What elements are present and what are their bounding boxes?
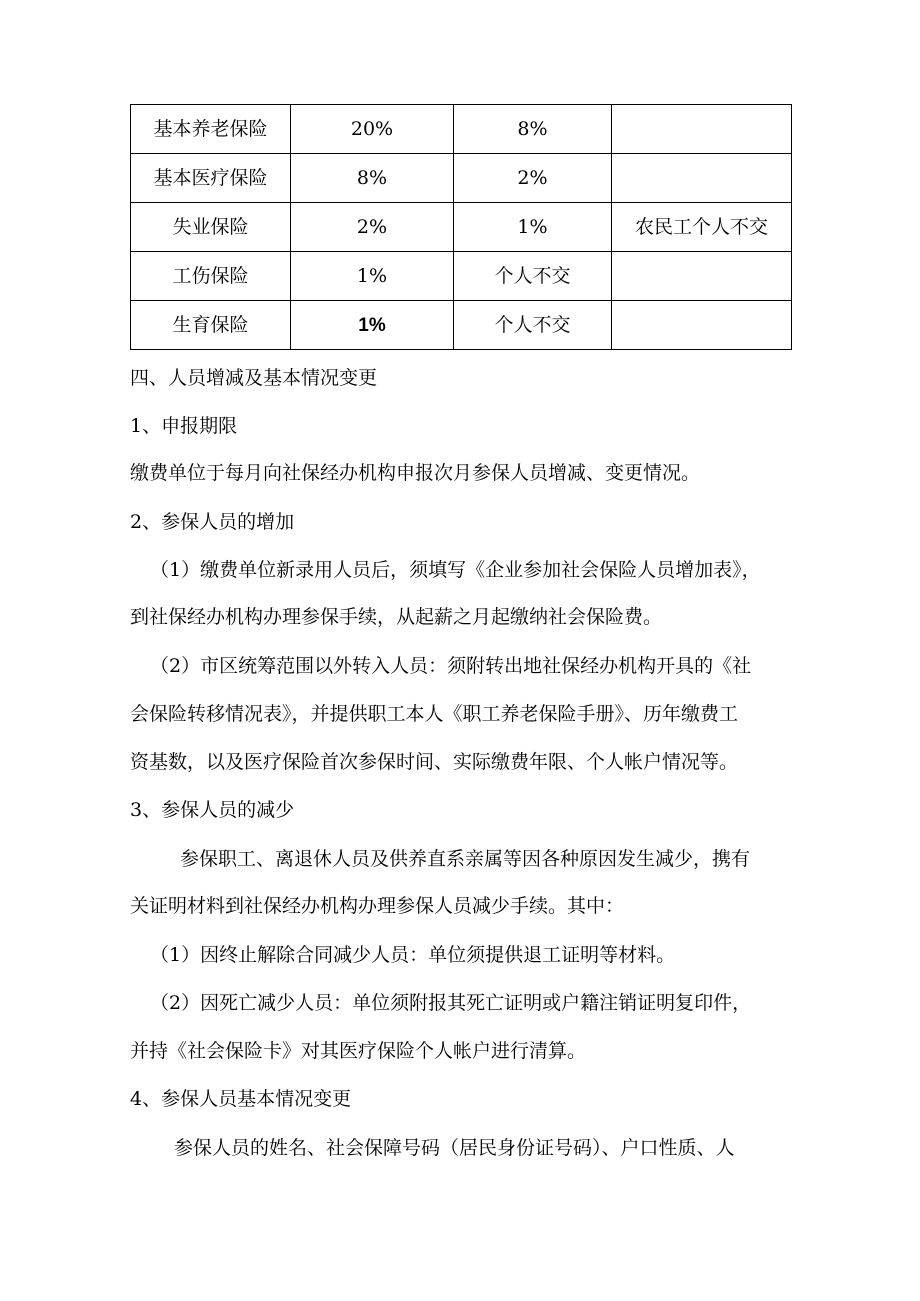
table-cell-insurance-type: 基本医疗保险 — [131, 154, 291, 203]
table-cell-employee-rate: 8% — [454, 105, 612, 154]
table-cell-note — [612, 301, 792, 350]
table-cell-note: 农民工个人不交 — [612, 203, 792, 252]
table-cell-insurance-type: 失业保险 — [131, 203, 291, 252]
table-cell-employee-rate: 个人不交 — [454, 301, 612, 350]
paragraph-line: （2）市区统筹范围以外转入人员：须附转出地社保经办机构开具的《社 — [150, 655, 752, 677]
item-heading: 4、参保人员基本情况变更 — [130, 1088, 352, 1110]
item-heading: 3、参保人员的减少 — [130, 799, 295, 821]
table-row — [131, 105, 792, 154]
table-cell-employer-rate: 1% — [291, 301, 454, 350]
table-cell-employer-rate: 20% — [291, 105, 454, 154]
table-cell-employee-rate: 1% — [454, 203, 612, 252]
table-cell-note — [612, 154, 792, 203]
table-cell-employee-rate: 个人不交 — [454, 252, 612, 301]
table-cell-note — [612, 105, 792, 154]
table-row — [131, 203, 792, 252]
table-row — [131, 301, 792, 350]
paragraph-line: （1）因终止解除合同减少人员：单位须提供退工证明等材料。 — [150, 944, 676, 966]
paragraph-line: 会保险转移情况表》，并提供职工本人《职工养老保险手册》、历年缴费工 — [130, 703, 739, 725]
paragraph-line: （2）因死亡减少人员：单位须附报其死亡证明或户籍注销证明复印件， — [150, 992, 752, 1014]
paragraph-line: 到社保经办机构办理参保手续，从起薪之月起缴纳社会保险费。 — [130, 606, 663, 628]
table-cell-note — [612, 252, 792, 301]
table-cell-employee-rate: 2% — [454, 154, 612, 203]
item-heading: 1、申报期限 — [130, 415, 238, 437]
table-cell-insurance-type: 基本养老保险 — [131, 105, 291, 154]
paragraph-line: 参保人员的姓名、社会保障号码（居民身份证号码）、户口性质、人 — [174, 1137, 735, 1159]
paragraph-line: 参保职工、离退休人员及供养直系亲属等因各种原因发生减少，携有 — [180, 848, 751, 870]
paragraph-line: 关证明材料到社保经办机构办理参保人员减少手续。其中： — [130, 895, 625, 917]
table-row — [131, 154, 792, 203]
insurance-rate-table — [130, 104, 792, 350]
table-cell-employer-rate: 2% — [291, 203, 454, 252]
table-cell-employer-rate: 1% — [291, 252, 454, 301]
paragraph-line: 资基数，以及医疗保险首次参保时间、实际缴费年限、个人帐户情况等。 — [130, 751, 739, 773]
table-cell-insurance-type: 生育保险 — [131, 301, 291, 350]
section-heading: 四、人员增减及基本情况变更 — [130, 367, 378, 389]
paragraph-line: 并持《社会保险卡》对其医疗保险个人帐户进行清算。 — [130, 1040, 587, 1062]
table-row — [131, 252, 792, 301]
table-cell-employer-rate: 8% — [291, 154, 454, 203]
paragraph-line: 缴费单位于每月向社保经办机构申报次月参保人员增减、变更情况。 — [130, 462, 701, 484]
paragraph-line: （1）缴费单位新录用人员后，须填写《企业参加社会保险人员增加表》， — [150, 559, 761, 581]
table-cell-insurance-type: 工伤保险 — [131, 252, 291, 301]
item-heading: 2、参保人员的增加 — [130, 511, 295, 533]
